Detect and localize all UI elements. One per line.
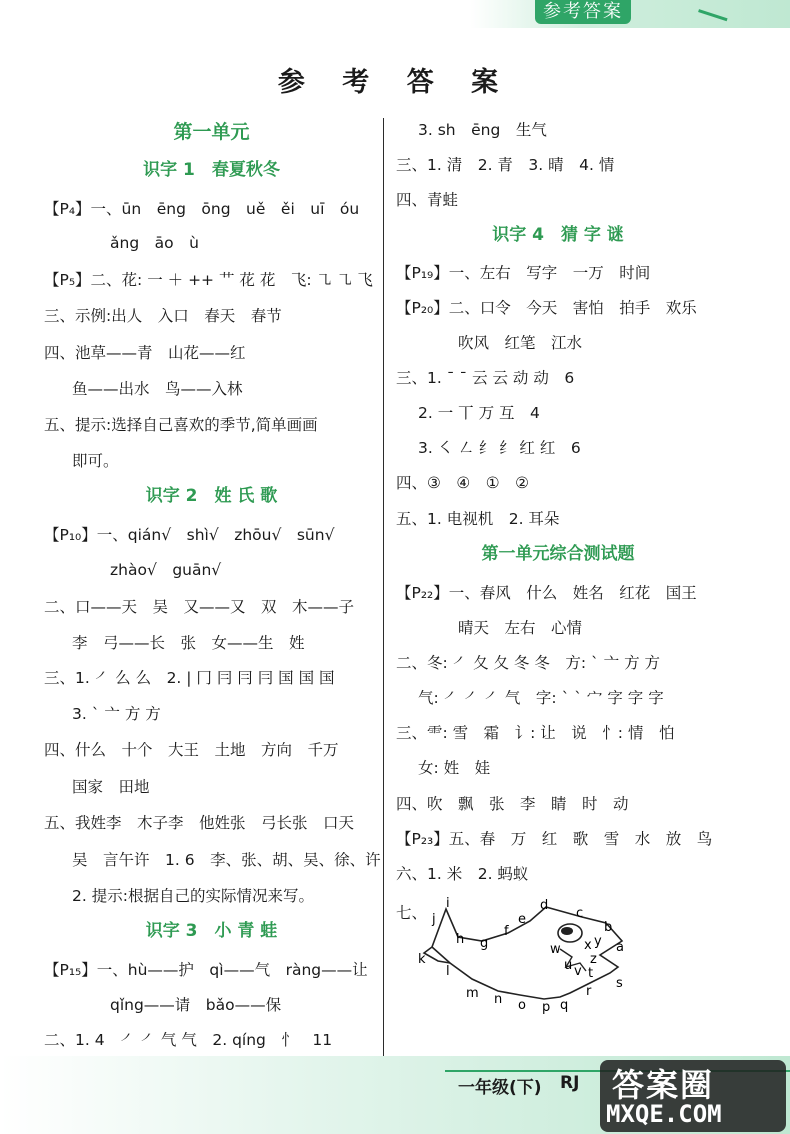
answer-line: 五、1. 电视机 2. 耳朵: [396, 510, 560, 528]
answer-line: 吴 言午许 1. 6 李、张、胡、吴、徐、许: [72, 851, 381, 869]
answer-line: 3. ㇛ ㇜ 纟 纟 红 红 6: [418, 439, 581, 457]
answer-line: 晴天 左右 心情: [458, 619, 583, 637]
footer-edition: RJ: [560, 1073, 580, 1093]
answer-line: 吹风 红笔 江水: [458, 334, 583, 352]
answer-line: 四、什么 十个 大王 土地 方向 千万: [44, 741, 339, 759]
dot-label: i: [446, 896, 450, 911]
answer-line: 四、池草——青 山花——红: [44, 344, 246, 362]
page-title: 参 考 答 案: [277, 67, 513, 98]
dot-label: s: [616, 976, 623, 991]
answer-line: 六、1. 米 2. 蚂蚁: [396, 865, 529, 883]
dot-label: b: [604, 920, 613, 935]
answer-line: 2. 一 丅 万 互 4: [418, 404, 540, 422]
answer-line: 【P₂₂】一、春风 什么 姓名 红花 国王: [396, 584, 697, 602]
answer-line: 女: 姓 娃: [418, 759, 491, 777]
answer-line: 【P₁₀】一、qián√ shì√ zhōu√ sūn√: [44, 526, 335, 544]
answer-line: 【P₄】一、ūn ēng ōng uě ěi uī óu: [44, 200, 360, 218]
answer-line: zhào√ guān√: [110, 561, 222, 579]
answer-line: 【P₂₀】二、口令 今天 害怕 拍手 欢乐: [396, 299, 697, 317]
answer-line: 三、1. ㇒ 么 么 2. | 冂 冃 冃 冃 国 国 国: [44, 669, 335, 687]
answer-line: 三、⻗: 雪 霜 讠: 让 说 忄: 情 怕: [396, 724, 675, 742]
dot-label: w: [550, 942, 561, 957]
dot-label: p: [542, 1000, 551, 1015]
answer-line: 二、冬: ㇒ 夂 夂 冬 冬 方: ˋ 亠 方 方: [396, 654, 661, 672]
dot-label: u: [564, 958, 573, 973]
connect-dots-fish: [410, 895, 640, 1025]
unit-title: 第一单元: [173, 121, 250, 143]
answer-line: 气: ㇒ ㇒ ㇒ 气 字: ˋ ˋ 宀 字 字 字: [418, 689, 664, 707]
answer-line: 四、吹 飘 张 李 睛 时 动: [396, 795, 629, 813]
footer-grade: 一年级(下): [458, 1078, 542, 1098]
answer-line: 三、1. ˉ ˉ 云 云 动 动 6: [396, 369, 575, 387]
answer-line: 七、: [396, 904, 428, 922]
header-tag: 参考答案: [535, 0, 631, 24]
answer-line: 【P₁₉】一、左右 写字 一万 时间: [396, 264, 651, 282]
dot-label: y: [594, 934, 602, 949]
dot-label: v: [574, 964, 582, 979]
answer-line: 3. sh ēng 生气: [418, 121, 547, 139]
column-divider: [383, 118, 384, 1058]
answer-line: 3. ˋ 亠 方 方: [72, 705, 161, 723]
lesson4-title: 识字 4 猜 字 谜: [492, 225, 624, 245]
answer-line: 五、提示:选择自己喜欢的季节,简单画画: [44, 416, 318, 434]
dot-label: c: [576, 906, 584, 921]
unit-test-title: 第一单元综合测试题: [481, 544, 635, 564]
lesson2-title: 识字 2 姓 氏 歌: [145, 486, 278, 506]
dot-label: a: [616, 940, 624, 955]
answer-line: 鱼——出水 鸟——入林: [72, 380, 243, 398]
fish-pupil: [561, 927, 573, 935]
watermark-logo: 答案圈: [612, 1066, 715, 1104]
dot-label: f: [504, 924, 509, 939]
watermark-site: MXQE.COM: [606, 1100, 722, 1128]
dot-label: l: [446, 964, 450, 979]
dot-label: k: [418, 952, 426, 967]
answer-line: 四、青蛙: [396, 191, 459, 209]
answer-line: 二、1. 4 ㇒ ㇒ 气 气 2. qíng 忄 11: [44, 1031, 333, 1049]
dot-label: r: [586, 984, 592, 999]
dot-label: z: [590, 952, 597, 967]
answer-line: 2. 提示:根据自己的实际情况来写。: [72, 887, 314, 905]
answer-line: 【P₁₅】一、hù——护 qì——气 ràng——让: [44, 961, 368, 979]
dot-label: q: [560, 998, 569, 1013]
dot-label: n: [494, 992, 503, 1007]
lesson1-title: 识字 1 春夏秋冬: [143, 160, 280, 180]
answer-line: 国家 田地: [72, 778, 150, 796]
answer-line: qǐng——请 bǎo——保: [110, 996, 282, 1014]
answer-line: 五、我姓李 木子李 他姓张 弓长张 口天: [44, 814, 355, 832]
answer-line: 即可。: [72, 452, 119, 470]
answer-line: 【P₂₃】五、春 万 红 歌 雪 水 放 鸟: [396, 830, 713, 848]
dot-label: d: [540, 898, 549, 913]
answer-line: 李 弓——长 张 女——生 姓: [72, 634, 305, 652]
answer-line: 四、③ ④ ① ②: [396, 474, 530, 492]
answer-line: 二、口——天 吴 又——又 双 木——子: [44, 598, 355, 616]
dot-label: o: [518, 998, 526, 1013]
answer-line: 三、1. 清 2. 青 3. 晴 4. 情: [396, 156, 615, 174]
dot-label: m: [466, 986, 479, 1001]
lesson3-title: 识字 3 小 青 蛙: [145, 921, 278, 941]
answer-line: 三、示例:出人 入口 春天 春节: [44, 307, 282, 325]
answer-line: ǎng āo ù: [110, 234, 199, 252]
dot-label: e: [518, 912, 526, 927]
dot-label: x: [584, 938, 592, 953]
dot-label: t: [588, 966, 594, 981]
dot-label: g: [480, 936, 489, 951]
dot-label: h: [456, 932, 465, 947]
dot-label: j: [432, 912, 436, 927]
answer-line: 【P₅】二、花: 一 ＋ ++ 艹 花 花 飞: ㇈ ㇈ 飞: [44, 271, 373, 289]
